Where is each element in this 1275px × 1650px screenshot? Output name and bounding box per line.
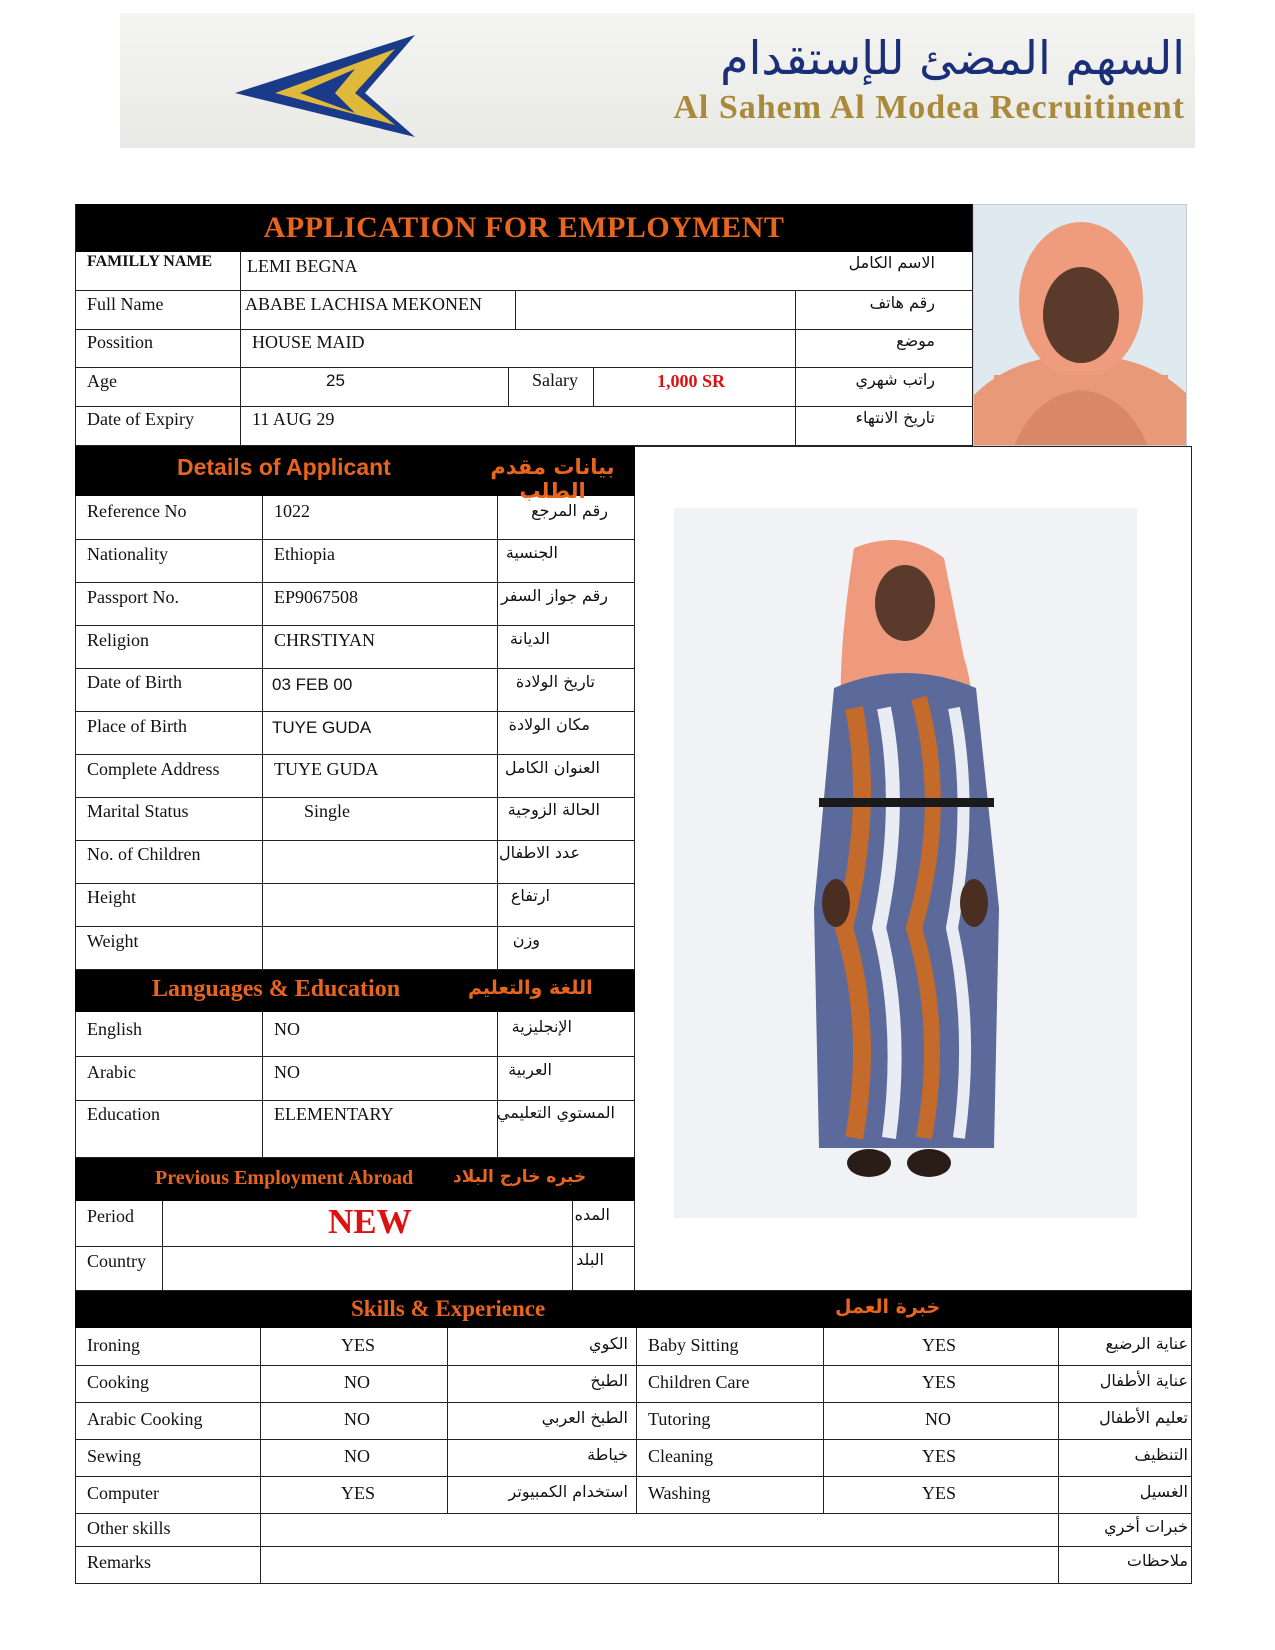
pob-arabic: مكان الولادة — [508, 715, 590, 734]
reference-arabic: رقم المرجع — [531, 501, 608, 520]
salary-arabic: راتب شهري — [855, 370, 935, 389]
skill-washing-arabic: الغسيل — [1139, 1482, 1188, 1501]
skill-children-care-arabic: عناية الأطفال — [1099, 1371, 1188, 1390]
skills-title-en: Skills & Experience — [351, 1296, 546, 1321]
period-value: NEW — [328, 1202, 412, 1241]
skill-cleaning-label: Cleaning — [648, 1446, 713, 1466]
english-label: English — [87, 1019, 143, 1039]
salary-value: 1,000 SR — [657, 371, 726, 391]
details-header — [75, 446, 635, 503]
full-name-arabic: رقم هاتف — [869, 293, 935, 312]
skill-cooking-arabic: الطبخ — [590, 1371, 628, 1390]
skill-computer-label: Computer — [87, 1483, 159, 1503]
family-name-label: FAMILLY NAME — [87, 253, 213, 270]
family-name-arabic: الاسم الكامل — [848, 253, 935, 272]
height-arabic: ارتفاع — [510, 886, 550, 905]
skill-sewing-value: NO — [344, 1446, 370, 1466]
company-banner — [120, 13, 1195, 148]
expiry-arabic: تاريخ الانتهاء — [855, 408, 935, 427]
age-label: Age — [87, 371, 117, 391]
skill-washing-value: YES — [922, 1483, 957, 1503]
remarks-arabic: ملاحظات — [1126, 1551, 1188, 1570]
nationality-label: Nationality — [87, 544, 168, 564]
languages-header — [75, 970, 635, 1012]
nationality-arabic: الجنسية — [505, 543, 558, 562]
skill-children-care-value: YES — [922, 1372, 957, 1392]
address-arabic: العنوان الكامل — [504, 758, 600, 777]
skill-children-care-label: Children Care — [648, 1372, 750, 1392]
dob-label: Date of Birth — [87, 672, 182, 692]
skill-baby-sitting-value: YES — [922, 1335, 957, 1355]
religion-value: CHRSTIYAN — [274, 630, 376, 650]
marital-arabic: الحالة الزوجية — [507, 800, 600, 819]
arabic-label: Arabic — [87, 1062, 136, 1082]
skill-tutoring-value: NO — [925, 1409, 951, 1429]
expiry-label: Date of Expiry — [87, 409, 194, 429]
dob-value: 03 FEB 00 — [272, 675, 353, 694]
arabic-arabic: العربية — [508, 1060, 552, 1079]
remarks-label: Remarks — [87, 1552, 151, 1572]
address-value: TUYE GUDA — [274, 759, 379, 779]
passport-arabic: رقم جواز السفر — [500, 586, 608, 605]
skill-ironing-value: YES — [341, 1335, 376, 1355]
languages-title-en: Languages & Education — [152, 976, 401, 1002]
previous-title-en: Previous Employment Abroad — [155, 1167, 414, 1189]
applicant-portrait — [973, 204, 1187, 446]
expiry-value: 11 AUG 29 — [252, 409, 335, 429]
religion-arabic: الديانة — [509, 629, 550, 648]
company-name-english: Al Sahem Al Modea Recruitinent — [673, 89, 1185, 126]
position-value: HOUSE MAID — [252, 332, 365, 352]
applicant-full-photo — [674, 508, 1137, 1218]
skill-arabic-cooking-label: Arabic Cooking — [87, 1409, 203, 1429]
english-value: NO — [274, 1019, 300, 1039]
full-name-value: ABABE LACHISA MEKONEN — [245, 294, 483, 314]
company-name-arabic: السهم المضئ للإستقدام — [720, 31, 1185, 85]
skill-cleaning-arabic: التنظيف — [1134, 1445, 1188, 1464]
skill-washing-label: Washing — [648, 1483, 711, 1503]
position-arabic: موضع — [896, 331, 935, 350]
skill-tutoring-arabic: تعليم الأطفال — [1099, 1408, 1188, 1427]
skill-baby-sitting-label: Baby Sitting — [648, 1335, 739, 1355]
education-value: ELEMENTARY — [274, 1104, 394, 1124]
dob-arabic: تاريخ الولادة — [515, 672, 595, 691]
skill-computer-arabic: استخدام الكمبيوتر — [508, 1482, 628, 1501]
skills-header — [75, 1291, 1192, 1328]
skill-baby-sitting-arabic: عناية الرضيع — [1105, 1334, 1188, 1353]
country-arabic: البلد — [576, 1250, 604, 1269]
application-title: APPLICATION FOR EMPLOYMENT — [75, 204, 973, 252]
skill-cooking-value: NO — [344, 1372, 370, 1392]
skill-computer-value: YES — [341, 1483, 376, 1503]
education-label: Education — [87, 1104, 160, 1124]
period-label: Period — [87, 1206, 134, 1226]
details-title-en: Details of Applicant — [177, 454, 391, 480]
passport-value: EP9067508 — [274, 587, 359, 607]
skill-tutoring-label: Tutoring — [648, 1409, 711, 1429]
passport-label: Passport No. — [87, 587, 180, 607]
religion-label: Religion — [87, 630, 149, 650]
reference-value: 1022 — [274, 501, 310, 521]
skill-sewing-arabic: خياطة — [587, 1445, 628, 1464]
other-skills-label: Other skills — [87, 1518, 171, 1538]
children-arabic: عدد الاطفال — [498, 843, 580, 862]
marital-value: Single — [304, 801, 351, 821]
salary-label: Salary — [532, 370, 578, 390]
weight-arabic: وزن — [512, 930, 540, 949]
position-label: Possition — [87, 332, 154, 352]
nationality-value: Ethiopia — [274, 544, 335, 564]
skill-arabic-cooking-arabic: الطبخ العربي — [541, 1408, 628, 1427]
country-label: Country — [87, 1251, 147, 1271]
arabic-value: NO — [274, 1062, 300, 1082]
skills-title-ar: خبرة العمل — [835, 1296, 941, 1318]
address-label: Complete Address — [87, 759, 220, 779]
skill-cleaning-value: YES — [922, 1446, 957, 1466]
languages-title-ar: اللغة والتعليم — [468, 977, 593, 999]
skill-ironing-label: Ironing — [87, 1335, 140, 1355]
education-arabic: المستوي التعليمي — [496, 1103, 615, 1122]
height-label: Height — [87, 887, 136, 907]
previous-header — [75, 1158, 635, 1201]
details-title-ar: بيانات مقدم الطلب — [490, 455, 615, 503]
skill-arabic-cooking-value: NO — [344, 1409, 370, 1429]
family-name-value: LEMI BEGNA — [247, 256, 358, 276]
full-name-label: Full Name — [87, 294, 164, 314]
period-arabic: المده — [574, 1205, 610, 1224]
pob-label: Place of Birth — [87, 716, 187, 736]
previous-title-ar: خبره خارج البلاد — [453, 1167, 587, 1187]
skill-cooking-label: Cooking — [87, 1372, 150, 1392]
skill-ironing-arabic: الكوي — [589, 1334, 628, 1353]
company-logo-icon — [205, 31, 440, 141]
pob-value: TUYE GUDA — [272, 718, 372, 737]
children-label: No. of Children — [87, 844, 201, 864]
reference-label: Reference No — [87, 501, 187, 521]
skill-sewing-label: Sewing — [87, 1446, 141, 1466]
english-arabic: الإنجليزية — [511, 1017, 572, 1036]
marital-label: Marital Status — [87, 801, 189, 821]
age-value: 25 — [326, 371, 345, 390]
other-skills-arabic: خبرات أخري — [1104, 1517, 1188, 1536]
weight-label: Weight — [87, 931, 139, 951]
